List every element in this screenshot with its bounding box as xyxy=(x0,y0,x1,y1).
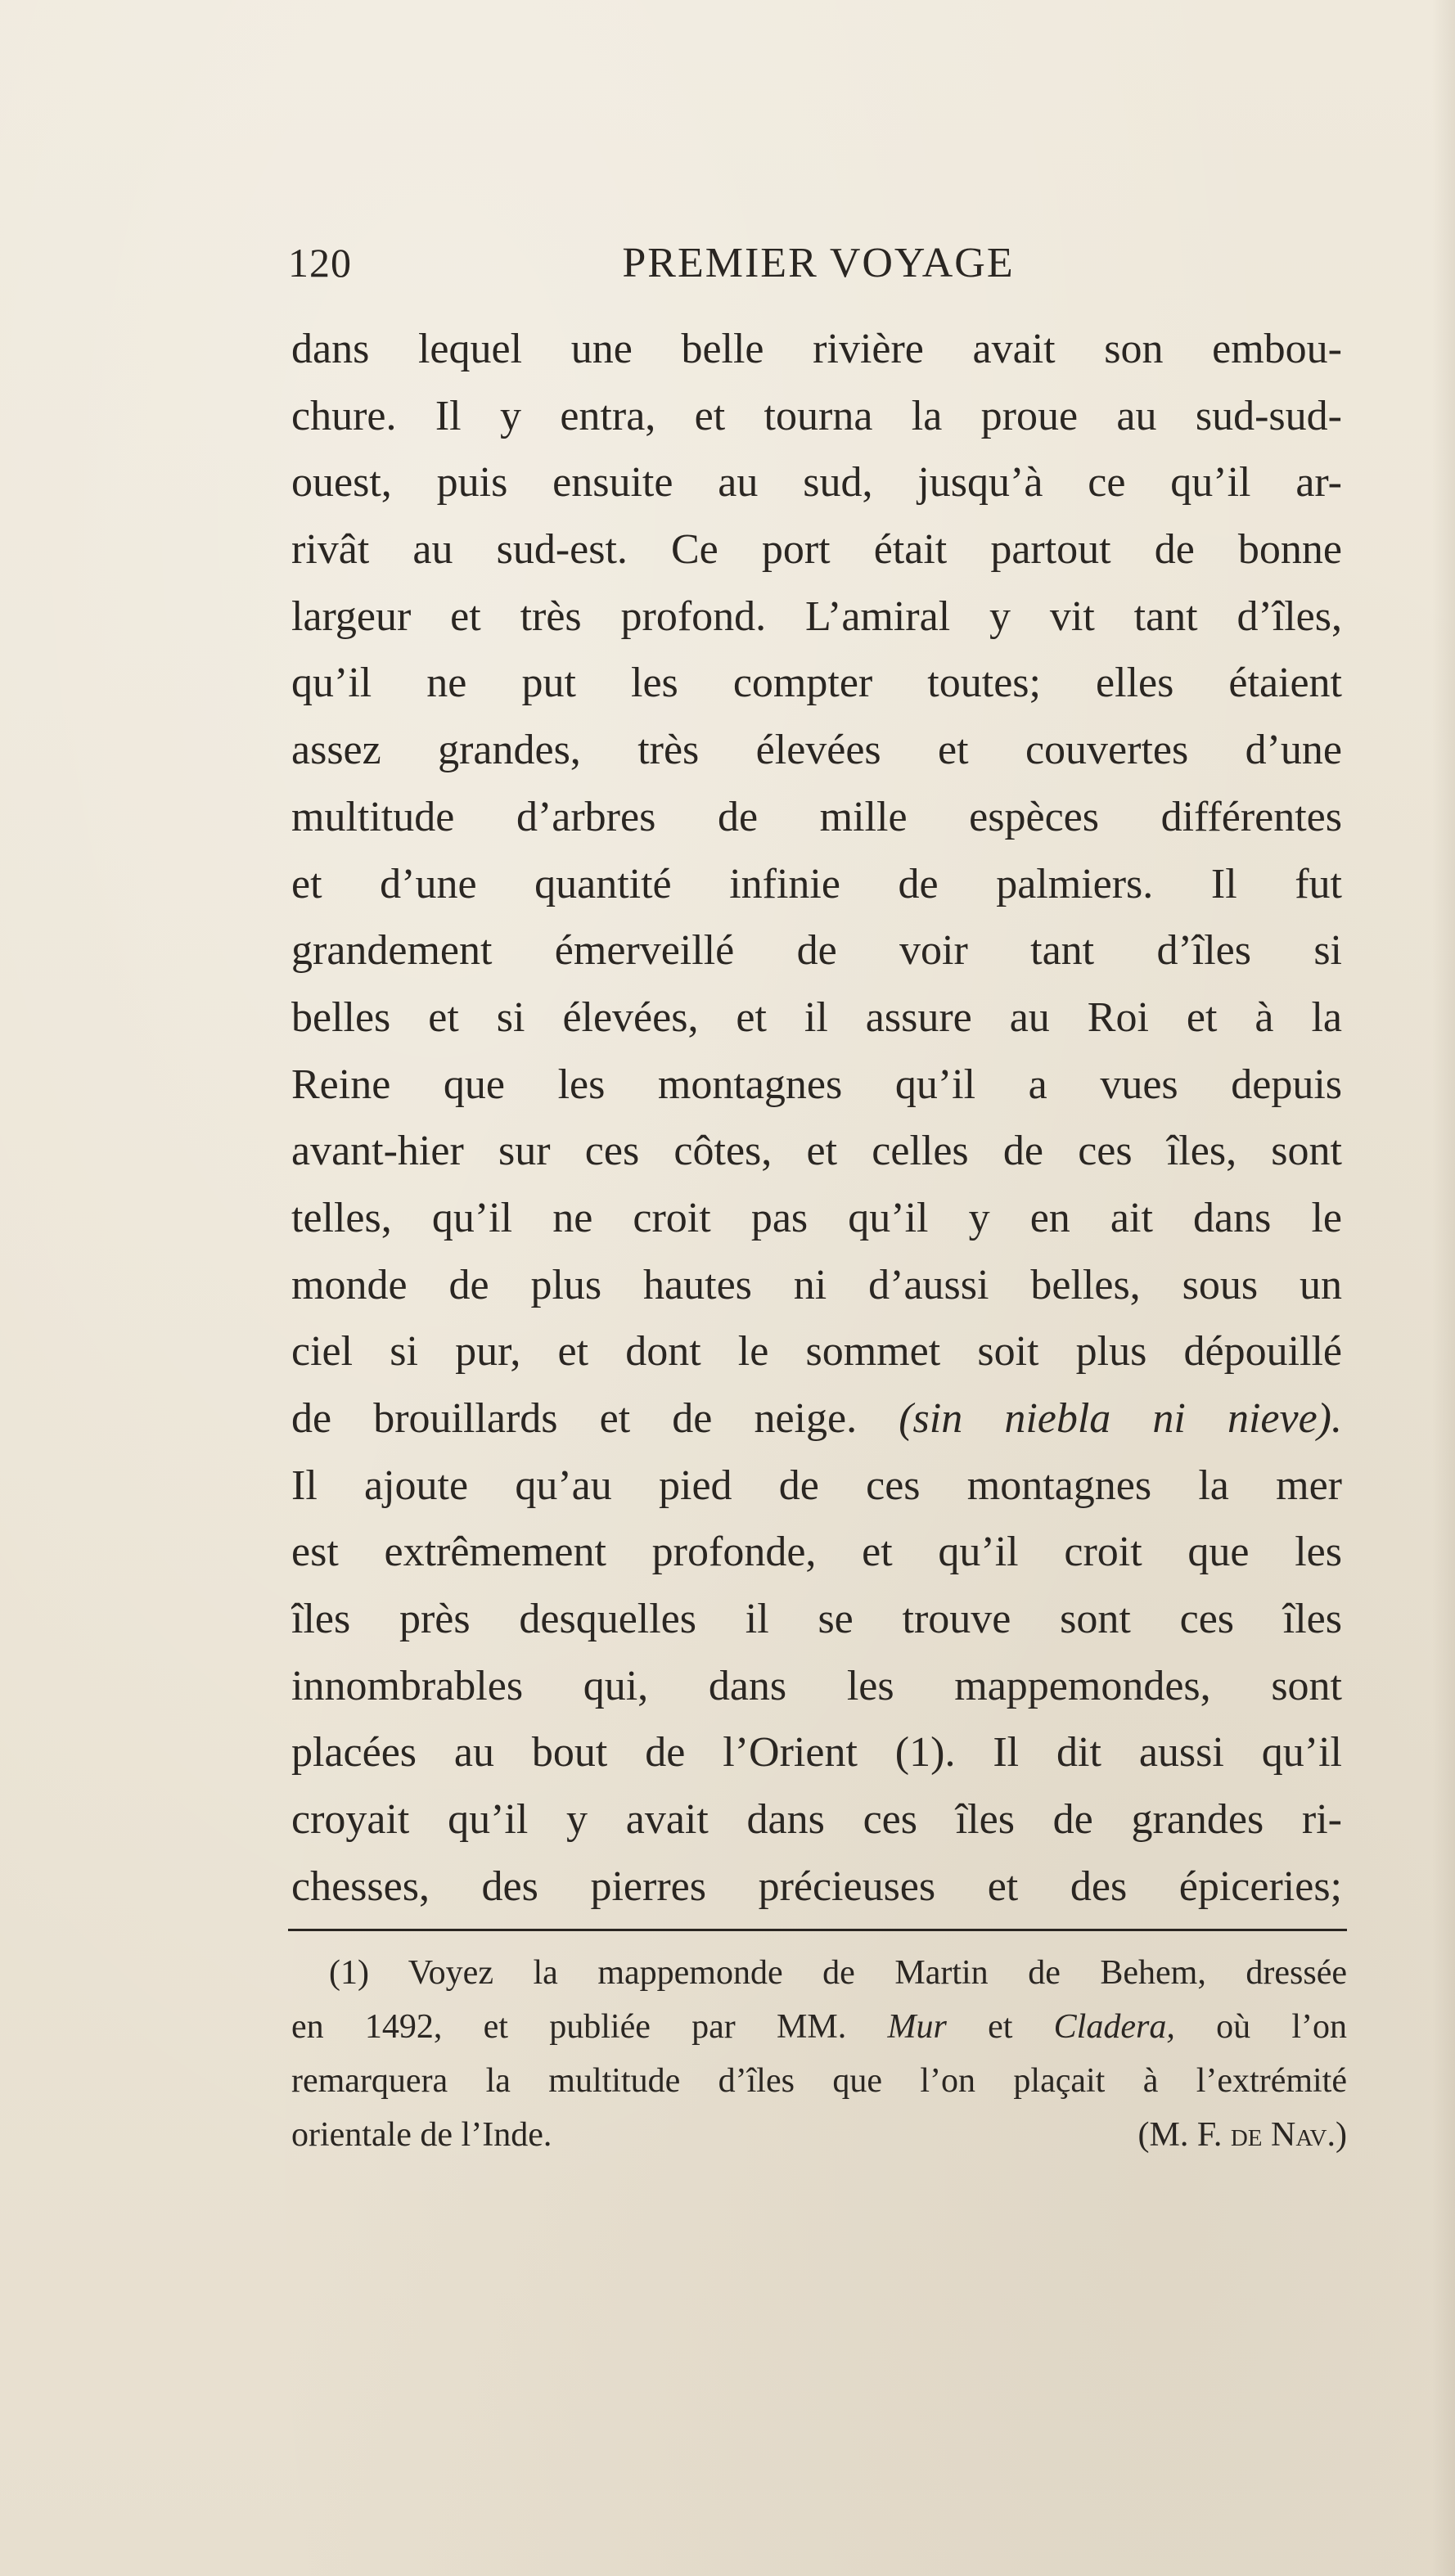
text-line: qu’il ne put les compter toutes; elles étaient xyxy=(291,660,1342,707)
text-line: Il ajoute qu’au pied de ces montagnes la mer xyxy=(291,1461,1342,1509)
italic-name: Cladera, xyxy=(1053,2008,1175,2046)
text-line: et d’une quantité infinie de palmiers. Il fut xyxy=(291,860,1342,907)
text-fragment: et xyxy=(946,2008,1054,2046)
text-fragment: ) xyxy=(1336,2116,1347,2154)
text-line: largeur et très profond. L’amiral y vit tant d’îles, xyxy=(291,592,1342,640)
text-line: ouest, puis ensuite au sud, jusqu’à ce qu’il ar- xyxy=(291,459,1342,507)
footnote xyxy=(291,1946,1347,2162)
footnote-line: remarquera la multitude d’îles que l’on plaçait à l’extrémité xyxy=(291,2062,1347,2100)
body-text xyxy=(291,316,1342,1921)
italic-quote: (sin niebla ni nieve). xyxy=(899,1395,1342,1442)
text-line: Reine que les montagnes qu’il a vues depuis xyxy=(291,1061,1342,1108)
text-line: multitude d’arbres de mille espèces différentes xyxy=(291,793,1342,840)
text-line: assez grandes, très élevées et couvertes d’une xyxy=(291,727,1342,774)
text-line: dans lequel une belle rivière avait son embou- xyxy=(291,326,1342,372)
page-header xyxy=(288,239,1349,296)
italic-name: Mur xyxy=(887,2008,947,2046)
text-line: îles près desquelles il se trouve sont ces îles xyxy=(291,1596,1342,1643)
text-fragment: (M. F. xyxy=(1137,2116,1231,2154)
text-line: ciel si pur, et dont le sommet soit plus dépouillé xyxy=(291,1328,1342,1376)
running-head: PREMIER VOYAGE xyxy=(622,240,1015,286)
footnote-line: orientale de l’Inde. xyxy=(291,2116,552,2154)
page-number: 120 xyxy=(288,240,352,286)
text-line: telles, qu’il ne croit pas qu’il y en ait dans le xyxy=(291,1194,1342,1241)
small-caps-name: de Nav. xyxy=(1230,2116,1336,2154)
text-line: belles et si élevées, et il assure au Roi et à la xyxy=(291,993,1342,1041)
text-fragment: où l’on xyxy=(1174,2008,1348,2046)
text-line: avant-hier sur ces côtes, et celles de ces îles, sont xyxy=(291,1128,1342,1175)
text-line: croyait qu’il y avait dans ces îles de grandes ri- xyxy=(291,1796,1342,1844)
text-line: est extrêmement profonde, et qu’il croit que les xyxy=(291,1529,1342,1576)
text-line: monde de plus hautes ni d’aussi belles, sous un xyxy=(291,1261,1342,1308)
text-line: chure. Il y entra, et tourna la proue au sud-sud- xyxy=(291,392,1342,439)
footnote-line xyxy=(291,2000,1347,2054)
page-edge-shadow xyxy=(1432,0,1455,2576)
text-fragment: de brouillards et de neige. xyxy=(291,1395,858,1442)
footnote-last-line xyxy=(291,2108,1347,2162)
text-line: chesses, des pierres précieuses et des épiceries; xyxy=(291,1862,1342,1910)
footnote-signature xyxy=(1138,2108,1347,2162)
footnote-rule xyxy=(288,1929,1347,1931)
text-fragment: en 1492, et publiée par MM. xyxy=(291,2008,888,2046)
text-line-with-italic xyxy=(291,1385,1342,1452)
footnote-line: (1) Voyez la mappemonde de Martin de Behem, dressée xyxy=(329,1954,1347,1992)
text-line: innombrables qui, dans les mappemondes, sont xyxy=(291,1662,1342,1709)
text-line: rivât au sud-est. Ce port était partout de bonne xyxy=(291,526,1342,574)
text-line: placées au bout de l’Orient (1). Il dit aussi qu’il xyxy=(291,1729,1342,1777)
text-line: grandement émerveillé de voir tant d’îles si xyxy=(291,927,1342,975)
